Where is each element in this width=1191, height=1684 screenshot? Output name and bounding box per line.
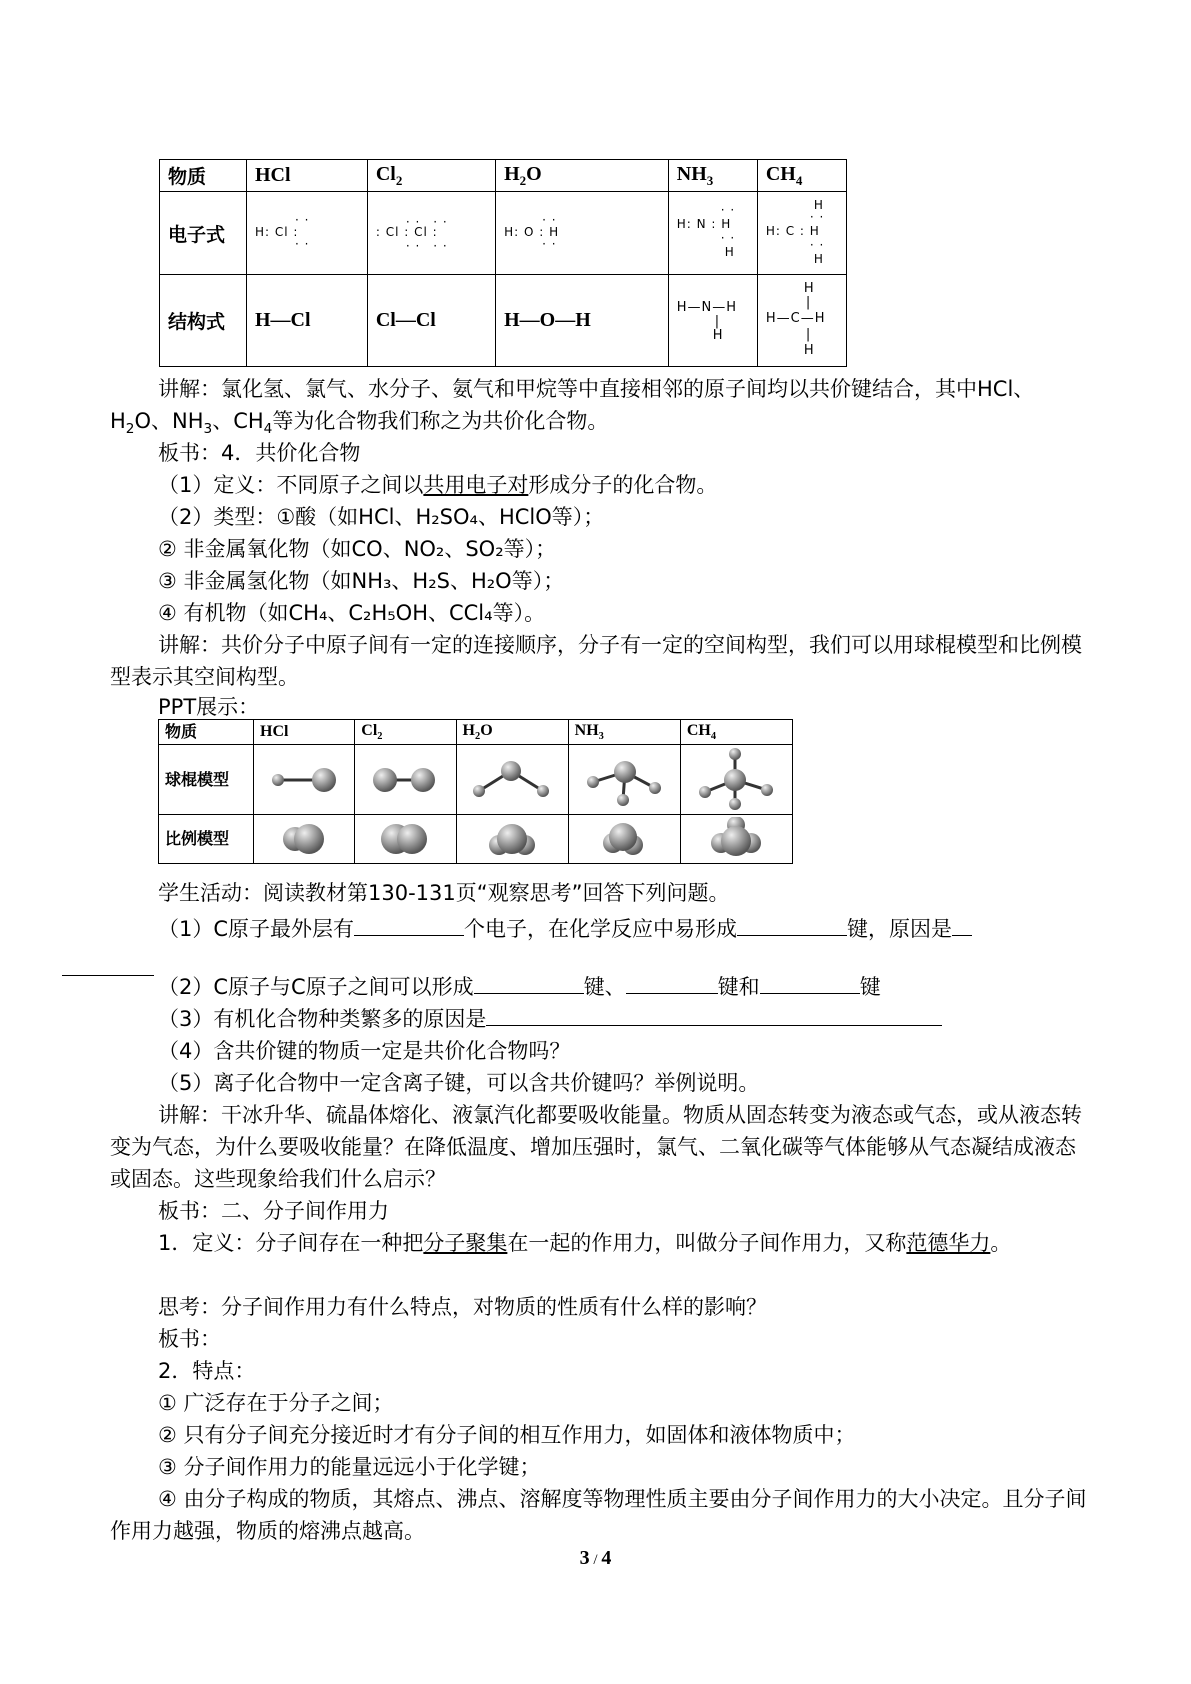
table-row — [159, 815, 793, 864]
ball-stick-h2o-icon — [467, 755, 557, 805]
table-header-row: 物质 HCl $Cl_2$ $H_2O$ $NH_3$ $CH_4$ — [159, 720, 793, 745]
header-ch4: $CH_4$ — [757, 160, 846, 192]
struct-cl2: Cl—Cl — [367, 275, 495, 367]
space-fill-hcl-icon — [269, 819, 339, 859]
question-3: （3）有机化合物种类繁多的原因是 — [110, 1003, 1090, 1035]
space-fill-h2o-icon — [477, 819, 547, 859]
board-heading-3: 板书： — [158, 1327, 221, 1351]
explain-paragraph-3: 讲解：干冰升华、硫晶体熔化、液氯汽化都要吸收能量。物质从固态转变为液态或气态，或从液态转变为气态，为什么要吸收能量？在降低温度、增加压强时，氯气、二氧化碳等气体能够从气态凝结成液态或固态。这些现象给我们什么启示？ — [110, 1103, 1082, 1191]
space-fill-hcl — [254, 815, 355, 864]
ball-stick-nh3 — [568, 745, 680, 815]
struct-hcl: H—Cl — [247, 275, 368, 367]
header-hcl: HCl — [247, 160, 368, 192]
question-5: （5）离子化合物中一定含离子键，可以含共价键吗？举例说明。 — [158, 1071, 760, 1095]
definition-vdw: 1．定义：分子间存在一种把分子聚集在一起的作用力，叫做分子间作用力，又称范德华力。 — [158, 1231, 1012, 1255]
struct-ch4: H | H—C—H | H — [757, 275, 846, 367]
type-line-2: ② 非金属氧化物（如CO、NO₂、SO₂等）； — [158, 537, 557, 561]
table-row — [159, 745, 793, 815]
header-substance: 物质 — [160, 160, 247, 192]
electron-ch4: H · · H: C : H · · H — [757, 192, 846, 275]
space-fill-nh3-icon — [589, 819, 659, 859]
board-heading-2: 板书：二、分子间作用力 — [158, 1199, 389, 1223]
electron-structure-table — [159, 159, 847, 367]
feature-1: ① 广泛存在于分子之间； — [158, 1391, 394, 1415]
space-fill-cl2 — [355, 815, 456, 864]
page-number: 3 / 4 — [579, 1547, 612, 1569]
question-2: （2）C原子与C原子之间可以形成 键、 键和 键 — [110, 971, 1090, 1003]
header-cl2: $Cl_2$ — [367, 160, 495, 192]
space-fill-h2o — [456, 815, 568, 864]
space-fill-nh3 — [568, 815, 680, 864]
row-label-ball-stick: 球棍模型 — [159, 745, 254, 815]
electron-h2o: H: O : H · · · · — [496, 192, 669, 275]
space-fill-ch4-icon — [701, 817, 771, 861]
think-line: 思考：分子间作用力有什么特点，对物质的性质有什么样的影响？ — [158, 1295, 767, 1319]
struct-nh3: H—N—H | H — [668, 275, 757, 367]
ball-stick-h2o — [456, 745, 568, 815]
ball-stick-hcl-icon — [264, 760, 344, 800]
ball-stick-hcl — [254, 745, 355, 815]
electron-hcl: H: Cl : · · · · — [247, 192, 368, 275]
struct-h2o: H—O—H — [496, 275, 669, 367]
feature-4: ④ 由分子构成的物质，其熔点、沸点、溶解度等物理性质主要由分子间作用力的大小决定。且分子间作用力越强，物质的熔沸点越高。 — [110, 1487, 1087, 1543]
space-fill-ch4 — [680, 815, 792, 864]
electron-cl2: : Cl : Cl : · · · · · · · · — [367, 192, 495, 275]
question-1: （1）C原子最外层有 个电子，在化学反应中易形成 键，原因是 — [110, 909, 1090, 989]
explain-paragraph-1: 讲解：氯化氢、氯气、水分子、氨气和甲烷等中直接相邻的原子间均以共价键结合，其中HCl、$H_2O$、$NH_3$、$CH_4$等为化合物我们称之为共价化合物。 — [110, 377, 1035, 438]
explain-paragraph-2: 讲解：共价分子中原子间有一定的连接顺序，分子有一定的空间构型，我们可以用球棍模型和比例模型表示其空间构型。 — [110, 633, 1082, 689]
ball-stick-cl2 — [355, 745, 456, 815]
definition-line: （1）定义：不同原子之间以共用电子对形成分子的化合物。 — [158, 473, 718, 497]
molecule-model-table — [158, 719, 793, 864]
type-line-4: ④ 有机物（如CH₄、C₂H₅OH、CCl₄等）。 — [158, 601, 546, 625]
question-4: （4）含共价键的物质一定是共价化合物吗？ — [158, 1039, 571, 1063]
row-label-electron: 电子式 — [160, 192, 247, 275]
type-line-3: ③ 非金属氢化物（如NH₃、H₂S、H₂O等）； — [158, 569, 565, 593]
student-activity: 学生活动：阅读教材第130-131页“观察思考”回答下列问题。 — [158, 881, 730, 905]
feature-2: ② 只有分子间充分接近时才有分子间的相互作用力，如固体和液体物质中； — [158, 1423, 856, 1447]
row-label-struct: 结构式 — [160, 275, 247, 367]
header-nh3: $NH_3$ — [668, 160, 757, 192]
row-label-space-fill: 比例模型 — [159, 815, 254, 864]
ball-stick-nh3-icon — [579, 750, 669, 810]
table-header-row — [160, 160, 847, 192]
header-h2o: $H_2O$ — [496, 160, 669, 192]
ball-stick-ch4 — [680, 745, 792, 815]
type-line-1: （2）类型：①酸（如HCl、H₂SO₄、HClO等）； — [158, 505, 605, 529]
table-row — [160, 275, 847, 367]
space-fill-cl2-icon — [370, 819, 440, 859]
ball-stick-cl2-icon — [365, 760, 445, 800]
feature-heading: 2．特点： — [158, 1359, 256, 1383]
ball-stick-ch4-icon — [691, 748, 781, 812]
ppt-label: PPT展示： — [158, 695, 260, 719]
electron-nh3: · · H: N : H · · H — [668, 192, 757, 275]
table-row — [160, 192, 847, 275]
board-heading-1: 板书：4．共价化合物 — [158, 441, 361, 465]
feature-3: ③ 分子间作用力的能量远远小于化学键； — [158, 1455, 541, 1479]
